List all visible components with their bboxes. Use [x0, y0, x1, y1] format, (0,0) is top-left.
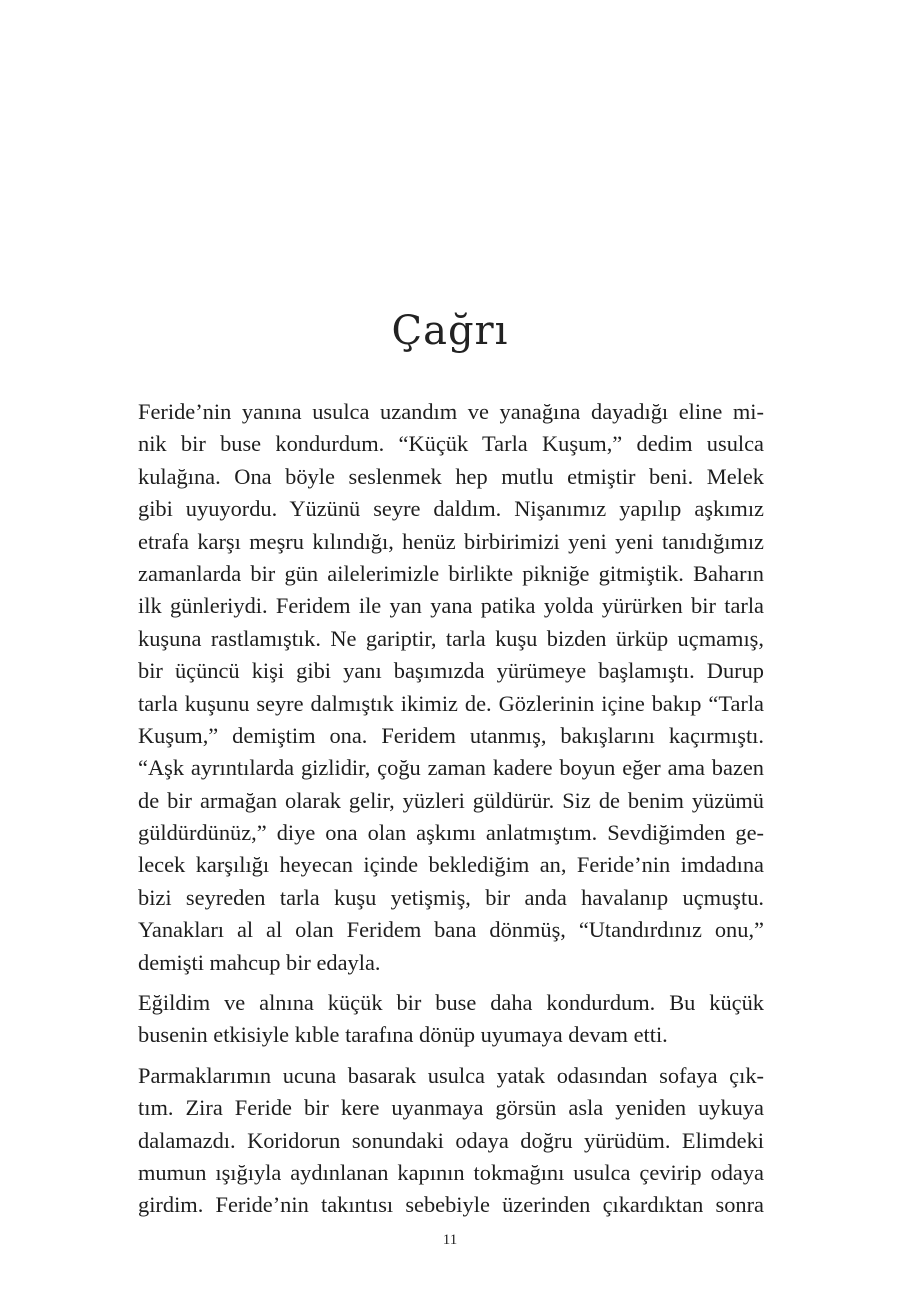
text-line: Kuşum,” demiştim ona. Feridem utanmış, bakışlarını kaçırmıştı.	[138, 722, 764, 748]
chapter-body	[138, 396, 764, 1222]
text-line: bir üçüncü kişi gibi yanı başımızda yürümeye başlamıştı. Durup	[138, 658, 764, 684]
text-line: nik bir buse kondurdum. “Küçük Tarla Kuşum,” dedim usulca	[138, 431, 764, 457]
text-line: “Aşk ayrıntılarda gizlidir, çoğu zaman kadere boyun eğer ama bazen	[138, 755, 764, 781]
text-line: dalamazdı. Koridorun sonundaki odaya doğru yürüdüm. Elimdeki	[138, 1127, 764, 1153]
text-line: tarla kuşunu seyre dalmıştık ikimiz de. Gözlerinin içine bakıp “Tarla	[138, 690, 764, 716]
text-line: Parmaklarımın ucuna basarak usulca yatak odasından sofaya çık-	[138, 1062, 764, 1088]
text-line: mumun ışığıyla aydınlanan kapının tokmağını usulca çevirip odaya	[138, 1159, 764, 1185]
text-line: lecek karşılığı heyecan içinde beklediğim an, Feride’nin imdadına	[138, 852, 764, 878]
text-line: gibi uyuyordu. Yüzünü seyre daldım. Nişanımız yapılıp aşkımız	[138, 496, 764, 522]
text-line: de bir armağan olarak gelir, yüzleri güldürür. Siz de benim yüzümü	[138, 787, 764, 813]
text-line: kuşuna rastlamıştık. Ne gariptir, tarla kuşu bizden ürküp uçmamış,	[138, 625, 764, 651]
text-line: demişti mahcup bir edayla.	[138, 949, 381, 975]
text-line: girdim. Feride’nin takıntısı sebebiyle üzerinden çıkardıktan sonra	[138, 1192, 764, 1218]
text-line: etrafa karşı meşru kılındığı, henüz birbirimizi yeni yeni tanıdığımız	[138, 528, 764, 554]
text-line: ilk günleriydi. Feridem ile yan yana patika yolda yürürken bir tarla	[138, 593, 764, 619]
paragraph	[138, 1060, 764, 1222]
paragraph	[138, 396, 764, 979]
text-line: Yanakları al al olan Feridem bana dönmüş, “Utandırdınız onu,”	[138, 917, 764, 943]
paragraph	[138, 987, 764, 1052]
text-line: Eğildim ve alnına küçük bir buse daha kondurdum. Bu küçük	[138, 990, 764, 1016]
text-line: tım. Zira Feride bir kere uyanmaya görsün asla yeniden uykuya	[138, 1095, 764, 1121]
page-number: 11	[442, 1232, 458, 1248]
text-line: zamanlarda bir gün ailelerimizle birlikte pikniğe gitmiştik. Baharın	[138, 560, 764, 586]
text-line: busenin etkisiyle kıble tarafına dönüp uyumaya devam etti.	[138, 1022, 668, 1048]
text-line: bizi seyreden tarla kuşu yetişmiş, bir anda havalanıp uçmuştu.	[138, 884, 764, 910]
text-line: kulağına. Ona böyle seslenmek hep mutlu etmiştir beni. Melek	[138, 463, 764, 489]
text-line: Feride’nin yanına usulca uzandım ve yanağına dayadığı eline mi-	[138, 399, 764, 424]
text-line: güldürdünüz,” diye ona olan aşkımı anlatmıştım. Sevdiğimden ge-	[138, 820, 764, 846]
chapter-title: Çağrı	[391, 308, 509, 354]
